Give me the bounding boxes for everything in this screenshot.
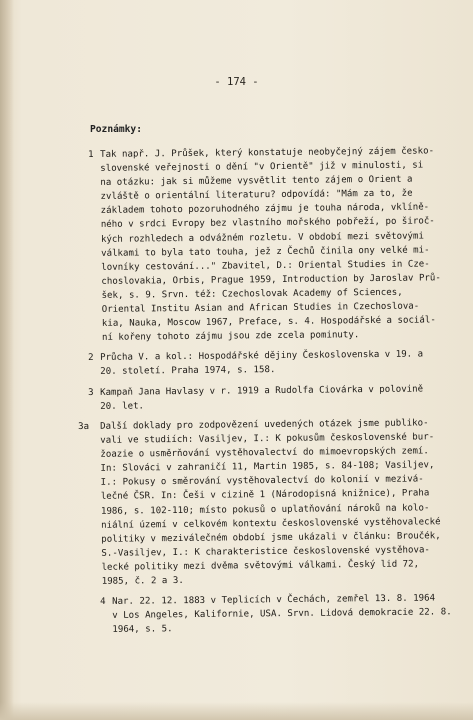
- note-line: Kampaň Jana Havlasy v r. 1919 a Rudolfa Ciovárka v polovině: [100, 383, 424, 398]
- note-line: ní kořeny tohoto zájmu jsou zde zcela pominuty.: [101, 330, 360, 344]
- note-number: 2: [88, 353, 94, 364]
- note-line: 1986, s. 102-110; místo pokusů o uplatňování nároků na kolo-: [100, 502, 430, 517]
- note-line: Oriental Institu Asian and African Studies in Czechoslova-: [101, 301, 420, 315]
- note-line: žoazie o usměrňování vystěhovalectví do mimoevropských zemí.: [100, 446, 429, 460]
- note-line: válkami to byla tato touha, jež z Čechů činila ony velké mi-: [101, 245, 430, 259]
- note-3a: [78, 416, 452, 589]
- page-bottom-edge: [0, 702, 473, 720]
- note-line: politiky v meziválečném období jsme ukázali v článku: Broučék,: [101, 530, 441, 545]
- note-line: Tak např. J. Průšek, který konstatuje neobyčejný zájem česko-: [100, 146, 435, 160]
- notes-heading: Poznámky:: [90, 124, 142, 135]
- note-line: 1985, č. 2 a 3.: [101, 575, 184, 587]
- note-line: I.: Pokusy o směrování vystěhovalectví do kolonií v mezivá-: [100, 474, 424, 488]
- note-line: v Los Angeles, Kalifornie, USA. Srvn. Lidová demokracie 22. 8.: [112, 607, 452, 621]
- note-line: choslovakia, Orbis, Prague 1959, Introduction by Jaroslav Prů-: [101, 273, 441, 287]
- note-line: S.-Vasiljev, I.: K charakteristice československé vystěhova-: [101, 544, 430, 559]
- note-line: 1964, s. 5.: [112, 624, 173, 635]
- page-binding-shadow: [0, 0, 14, 720]
- note-4: [100, 591, 472, 637]
- note-number: 1: [88, 149, 94, 160]
- notes-list: [78, 146, 460, 643]
- note-line: Průcha V. a kol.: Hospodářské dějiny Československa v 19. a: [100, 349, 424, 364]
- note-line: 20. století. Praha 1974, s. 158.: [100, 365, 276, 378]
- note-line: kia, Nauka, Moscow 1967, Preface, s. 4. Hospodářské a sociál-: [101, 315, 436, 329]
- note-line: slovenské veřejnosti o dění "v Orientě" již v minulosti, si: [100, 160, 424, 174]
- note-line: In: Slováci v zahraničí 11, Martin 1985, s. 84-108; Vasiljev,: [100, 460, 435, 474]
- note-line: Další doklady pro zodpovězení uvedených otázek jsme publiko-: [100, 418, 429, 432]
- note-line: zvláště o orientální literaturu? odpovídá: "Mám za to, že: [100, 188, 413, 203]
- note-3: [88, 382, 460, 414]
- note-number: 4: [100, 596, 106, 607]
- note-line: niální území v celkovém kontextu československé vystěhovalecké: [101, 516, 441, 531]
- note-line: vali ve studiích: Vasiljev, I.: K pokusům československé bur-: [100, 432, 435, 446]
- note-line: ného v srdci Evropy bez vlastního mořského pobřeží, po široč-: [100, 216, 435, 231]
- page-number: - 174 -: [214, 76, 259, 88]
- note-line: Nar. 22. 12. 1883 v Teplicích v Čechách, zemřel 13. 8. 1964: [112, 593, 436, 607]
- note-line: 20. let.: [100, 401, 145, 412]
- note-number: 3a: [78, 421, 90, 432]
- note-line: lečné ČSR. In: Češi v cizině 1 (Národopisná knižnice), Praha: [100, 488, 430, 502]
- note-line: kých rozhledech a odvážném rozletu. V období mezi světovými: [100, 231, 425, 245]
- note-1: [88, 144, 462, 345]
- note-2: [88, 347, 460, 379]
- note-number: 3: [88, 387, 94, 398]
- note-line: na otázku: jak si můžeme vysvětlit tento zájem o Orient a: [100, 174, 413, 189]
- note-line: lecké politiky mezi dvěma světovými válkami. Český lid 72,: [101, 559, 420, 573]
- note-line: základem tohoto pozoruhodného zájmu je touha národa, vklíně-: [100, 202, 430, 217]
- note-line: lovníky cestování..." Zbavitel, D.: Oriental Studies in Cze-: [101, 259, 430, 273]
- note-line: šek, s. 9. Srvn. též: Czechoslovak Academy of Sciences,: [101, 287, 403, 301]
